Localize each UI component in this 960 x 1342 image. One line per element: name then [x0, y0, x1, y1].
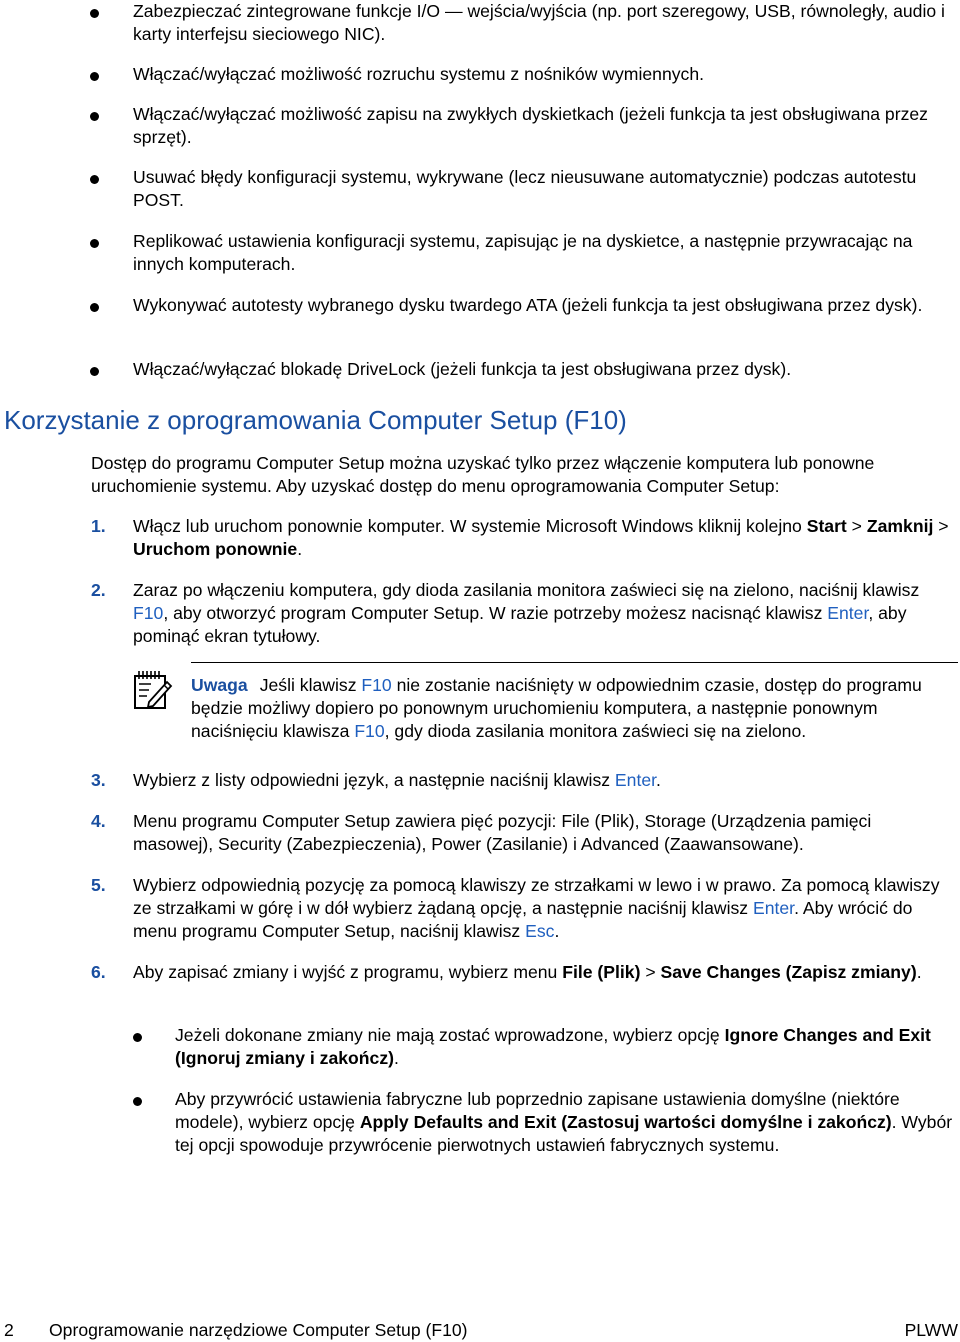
step-text: , aby otworzyć program Computer Setup. W razie potrzeby możesz nacisnąć klawisz	[163, 603, 828, 623]
footer-title: Oprogramowanie narzędziowe Computer Setup (F10)	[49, 1320, 468, 1340]
step-text: Wybierz odpowiednią pozycję za pomocą klawiszy ze strzałkami w lewo i w prawo. Za pomocą klawiszy ze strzałkami w górę i w dół wybierz żądaną opcję, a następnie naciśnij klawisz	[133, 875, 940, 918]
sub-bullet-defaults	[175, 1088, 960, 1157]
menu-path-shutdown: Zamknij	[866, 516, 934, 536]
path-separator: >	[846, 516, 867, 536]
menu-path-restart: Uruchom ponownie	[133, 539, 298, 559]
step-4-text: Menu programu Computer Setup zawiera pięć pozycji: File (Plik), Storage (Urządzenia pamięci masowej), Security (Zabezpieczenia), Power (Zasilanie) i Advanced (Zaawansowane).	[133, 811, 872, 854]
step-1-text	[133, 515, 955, 561]
punctuation: .	[297, 539, 303, 559]
note-divider	[191, 662, 958, 663]
punctuation: .	[393, 1048, 399, 1068]
bullet-icon	[90, 112, 99, 121]
step-2-text	[133, 579, 955, 648]
bullet-icon	[90, 72, 99, 81]
key-esc: Esc	[525, 921, 555, 941]
step-number: 3.	[91, 770, 106, 790]
menu-path-start: Start	[806, 516, 847, 536]
step-6-text	[133, 961, 955, 984]
bullet-icon	[90, 175, 99, 184]
list-item: Replikować ustawienia konfiguracji systemu, zapisując je na dyskietce, a następnie przywracając na innych komputerach.	[133, 231, 913, 274]
bullet-icon	[90, 367, 99, 376]
step-number: 6.	[91, 962, 106, 982]
list-item: Włączać/wyłączać blokadę DriveLock (jeżeli funkcja ta jest obsługiwana przez dysk).	[133, 359, 792, 379]
bullet-icon	[133, 1097, 142, 1106]
option-apply-defaults: Apply Defaults and Exit (Zastosuj wartości domyślne i zakończ)	[359, 1112, 892, 1132]
note-body: Jeśli klawisz	[259, 675, 362, 695]
step-text: . Aby wrócić do menu programu Computer Setup, naciśnij klawisz	[133, 898, 913, 941]
sub-bullet-ignore	[175, 1024, 960, 1070]
note-body: , gdy dioda zasilania monitora zaświeci się na zielono.	[384, 721, 807, 741]
path-separator: >	[933, 516, 949, 536]
note-icon	[133, 668, 173, 710]
punctuation: .	[916, 962, 922, 982]
bullet-icon	[133, 1033, 142, 1042]
option-ignore-changes: Ignore Changes and Exit (Ignoruj zmiany i zakończ)	[175, 1025, 931, 1068]
page-number: 2	[4, 1320, 14, 1340]
sub-bullet-text: Jeżeli dokonane zmiany nie mają zostać wprowadzone, wybierz opcję	[175, 1025, 725, 1045]
step-number: 2.	[91, 580, 106, 600]
punctuation: .	[554, 921, 560, 941]
step-number: 5.	[91, 875, 106, 895]
step-text: Zaraz po włączeniu komputera, gdy dioda zasilania monitora zaświeci się na zielono, naciśnij klawisz	[133, 580, 920, 600]
list-item: Usuwać błędy konfiguracji systemu, wykrywane (lecz nieusuwane automatycznie) podczas autotestu POST.	[133, 167, 917, 210]
step-number: 1.	[91, 516, 106, 536]
path-separator: >	[640, 962, 661, 982]
step-text: Aby zapisać zmiany i wyjść z programu, wybierz menu	[133, 962, 563, 982]
sub-bullet-text: . Wybór tej opcji spowoduje przywrócenie pierwotnych ustawień fabrycznych systemu.	[175, 1112, 953, 1155]
key-f10: F10	[354, 721, 385, 741]
bullet-icon	[90, 303, 99, 312]
section-heading: Korzystanie z oprogramowania Computer Setup (F10)	[4, 405, 627, 435]
note-text	[191, 674, 960, 743]
page-footer	[0, 1319, 960, 1342]
list-item: Zabezpieczać zintegrowane funkcje I/O — wejścia/wyjścia (np. port szeregowy, USB, równoległy, audio i karty interfejsu sieciowego NIC).	[133, 1, 945, 44]
note-label: Uwaga	[191, 675, 248, 695]
key-enter: Enter	[614, 770, 657, 790]
note-body: nie zostanie naciśnięty w odpowiednim czasie, dostęp do programu będzie możliwy dopiero po ponownym uruchomieniu komputera, a następnie ponownym naciśnięciu klawisza	[191, 675, 922, 741]
list-item: Włączać/wyłączać możliwość zapisu na zwykłych dyskietkach (jeżeli funkcja ta jest obsługiwana przez sprzęt).	[133, 104, 928, 147]
key-enter: Enter	[827, 603, 869, 623]
menu-save-changes: Save Changes (Zapisz zmiany)	[660, 962, 917, 982]
key-f10: F10	[361, 675, 392, 695]
step-text: Włącz lub uruchom ponownie komputer. W systemie Microsoft Windows kliknij kolejno	[133, 516, 807, 536]
footer-code: PLWW	[904, 1320, 958, 1340]
intro-paragraph: Dostęp do programu Computer Setup można uzyskać tylko przez włączenie komputera lub ponowne uruchomienie systemu. Aby uzyskać dostęp do menu oprogramowania Computer Setup:	[91, 453, 875, 496]
list-item: Wykonywać autotesty wybranego dysku twardego ATA (jeżeli funkcja ta jest obsługiwana przez dysk).	[133, 295, 923, 315]
step-5-text	[133, 874, 955, 943]
bullet-icon	[90, 239, 99, 248]
step-text: Wybierz z listy odpowiedni język, a następnie naciśnij klawisz	[133, 770, 615, 790]
step-text: , aby pominąć ekran tytułowy.	[133, 603, 907, 646]
menu-file: File (Plik)	[562, 962, 641, 982]
key-enter: Enter	[752, 898, 795, 918]
step-number: 4.	[91, 811, 106, 831]
step-3-text	[133, 769, 955, 792]
sub-bullet-text: Aby przywrócić ustawienia fabryczne lub poprzednio zapisane ustawienia domyślne (niektóre modele), wybierz opcję	[175, 1089, 900, 1132]
list-item: Włączać/wyłączać możliwość rozruchu systemu z nośników wymiennych.	[133, 64, 704, 84]
bullet-icon	[90, 9, 99, 18]
punctuation: .	[656, 770, 661, 790]
key-f10: F10	[133, 603, 164, 623]
